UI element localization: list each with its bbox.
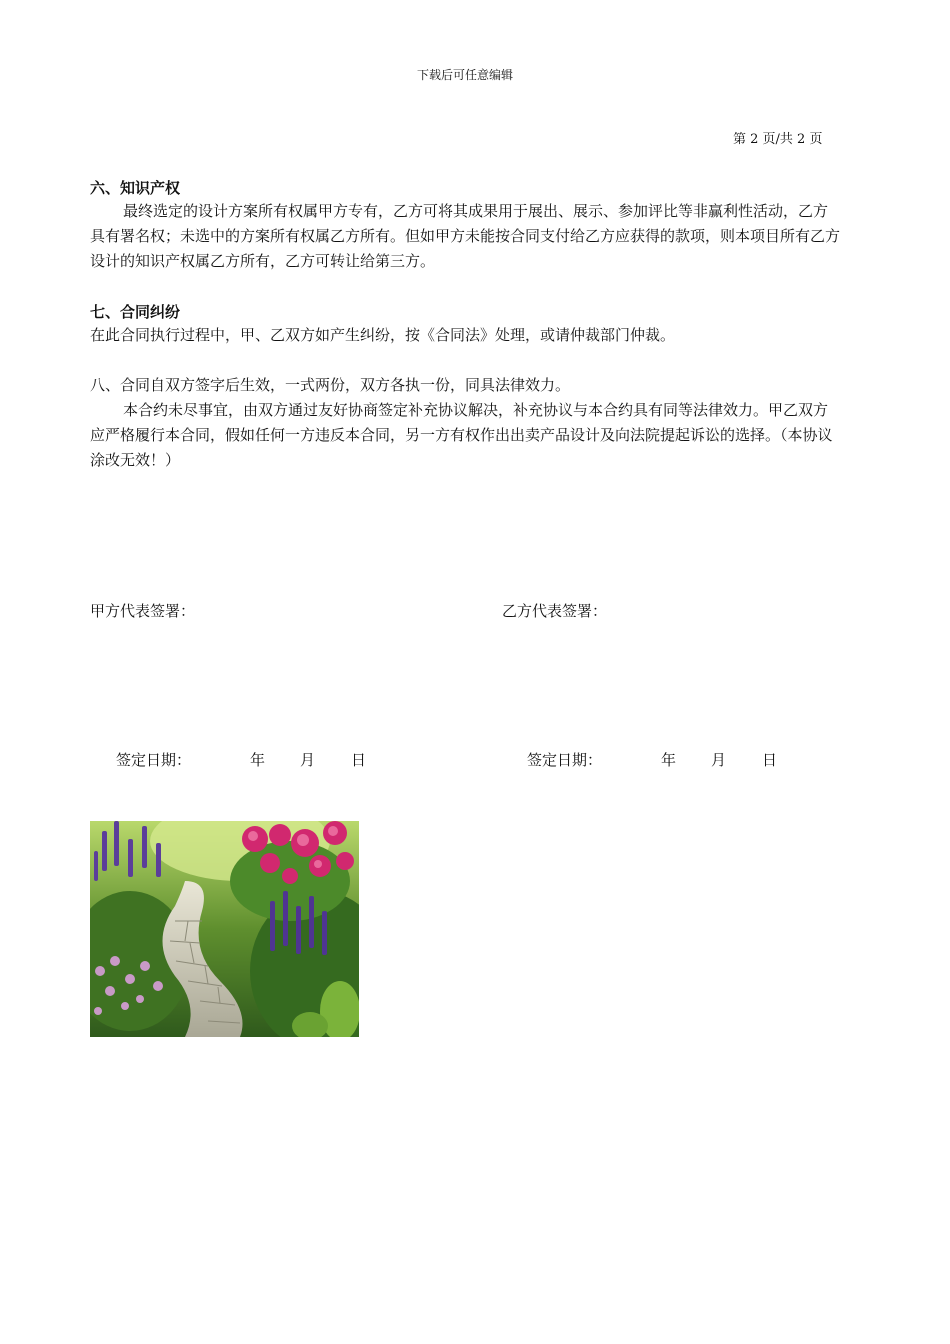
section-effect-line: 八、合同自双方签字后生效，一式两份，双方各执一份，同具法律效力。 <box>90 376 571 394</box>
header-note: 下载后可任意编辑 <box>416 68 513 82</box>
date-label: 签定日期： <box>527 751 603 769</box>
section-dispute-heading: 七、合同纠纷 <box>90 303 181 321</box>
section-ip-heading: 六、知识产权 <box>90 179 181 197</box>
date-year: 年 <box>250 751 266 769</box>
party-b-signature-label: 乙方代表签署： <box>502 602 608 620</box>
party-a-signature-label: 甲方代表签署： <box>90 602 196 620</box>
date-day: 日 <box>762 751 778 769</box>
date-day: 日 <box>351 751 367 769</box>
date-month: 月 <box>300 751 316 769</box>
date-year: 年 <box>661 751 677 769</box>
date-month: 月 <box>711 751 727 769</box>
date-label: 签定日期： <box>116 751 192 769</box>
party-b-date-row <box>0 749 950 771</box>
garden-path-photo <box>90 821 359 1037</box>
section-dispute-body: 在此合同执行过程中，甲、乙双方如产生纠纷，按《合同法》处理，或请仲裁部门仲裁。 <box>90 326 676 344</box>
section-effect-body: 本合约未尽事宜，由双方通过友好协商签定补充协议解决，补充协议与本合约具有同等法律效力。甲乙双方应严格履行本合同，假如任何一方违反本合同，另一方有权作出出卖产品设计及向法院提起诉讼的选择。（本协议涂改无效！） <box>90 401 833 469</box>
page-number: 第 2 页/共 2 页 <box>733 132 823 147</box>
section-ip-body: 最终选定的设计方案所有权属甲方专有，乙方可将其成果用于展出、展示、参加评比等非赢利性活动，乙方具有署名权；未选中的方案所有权属乙方所有。但如甲方未能按合同支付给乙方应获得的款项，则本项目所有乙方设计的知识产权属乙方所有，乙方可转让给第三方。 <box>90 202 841 270</box>
